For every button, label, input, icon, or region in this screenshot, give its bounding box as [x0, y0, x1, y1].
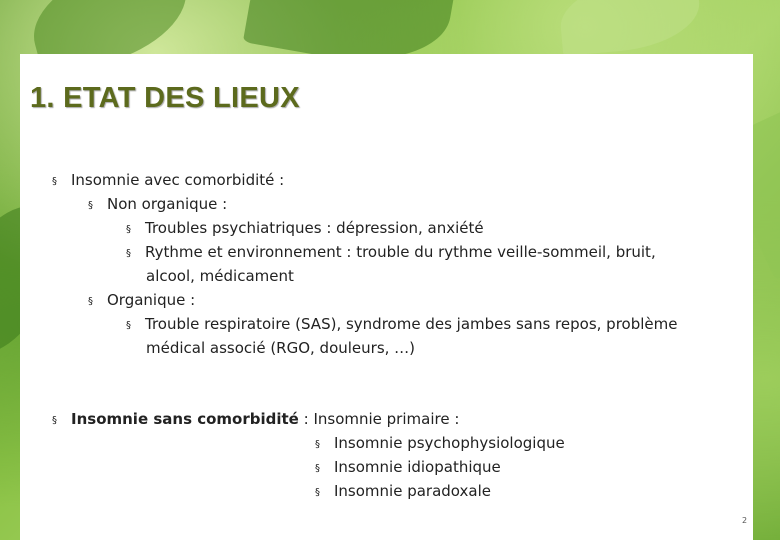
bullet-icon: § [52, 415, 57, 426]
list-item-label: Insomnie idiopathique [334, 458, 501, 476]
bullet-icon: § [315, 487, 320, 498]
slide-panel [20, 54, 753, 540]
bullet-icon: § [126, 248, 131, 259]
list-item-level2 [88, 194, 227, 216]
background-leaf [557, 0, 703, 56]
list-item-label: Insomnie psychophysiologique [334, 434, 565, 452]
bullet-icon: § [126, 224, 131, 235]
list-item-label: Trouble respiratoire (SAS), syndrome des jambes sans repos, problème [145, 315, 678, 333]
list-item-label: Insomnie paradoxale [334, 482, 491, 500]
list-item-level2 [315, 433, 565, 455]
page-number: 2 [742, 516, 748, 525]
section-heading-rest: : Insomnie primaire : [298, 410, 460, 428]
list-item-label: Troubles psychiatriques : dépression, anxiété [145, 219, 484, 237]
list-item-label: Non organique : [107, 195, 228, 213]
list-item-level2 [88, 290, 195, 312]
list-item-level2 [315, 457, 501, 479]
list-item-label: Organique : [107, 291, 196, 309]
list-item-level2 [315, 481, 491, 503]
list-item-level3 [126, 218, 484, 240]
list-item-level3 [126, 314, 677, 336]
section-heading: Insomnie avec comorbidité : [71, 171, 285, 189]
bullet-icon: § [315, 463, 320, 474]
list-item-level1 [52, 170, 284, 192]
list-item-level1 [52, 409, 459, 431]
slide-title: 1. ETAT DES LIEUX [30, 82, 300, 114]
bullet-icon: § [52, 176, 57, 187]
bullet-icon: § [126, 320, 131, 331]
list-item-continuation: alcool, médicament [146, 267, 294, 285]
list-item-continuation: médical associé (RGO, douleurs, …) [146, 339, 416, 357]
list-item-label: Rythme et environnement : trouble du rythme veille-sommeil, bruit, [145, 243, 656, 261]
bullet-icon: § [88, 296, 93, 307]
bullet-icon: § [88, 200, 93, 211]
list-item-level3 [126, 242, 656, 264]
bullet-icon: § [315, 439, 320, 450]
section-heading: Insomnie sans comorbidité [71, 410, 299, 428]
